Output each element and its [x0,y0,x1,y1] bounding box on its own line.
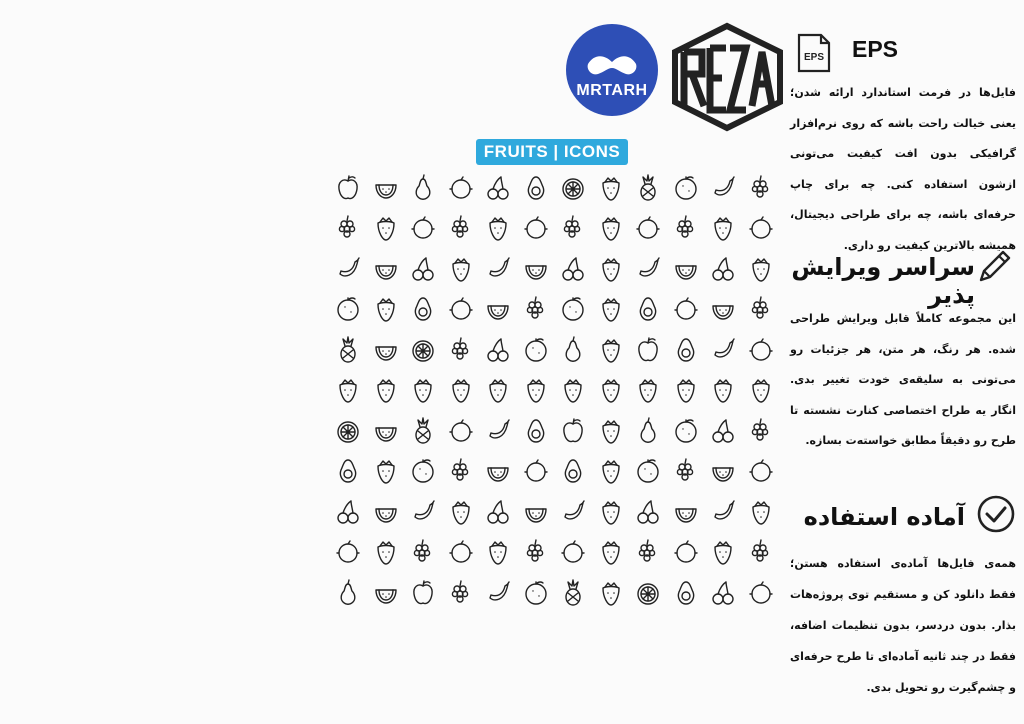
lemon-icon [748,456,774,486]
eps-file-icon [795,33,833,77]
strawberry-icon [448,375,474,405]
cherry-icon [710,254,736,284]
strawberry-icon [485,213,511,243]
pineapple-icon [560,578,586,608]
mrtarh-label: MRTARH [576,82,648,99]
strawberry-icon [523,375,549,405]
grape-icon [448,578,474,608]
citrus-icon [335,416,361,446]
avocado-icon [523,173,549,203]
orange-icon [335,294,361,324]
watermelon-icon [373,416,399,446]
strawberry-icon [373,213,399,243]
watermelon-icon [373,254,399,284]
watermelon-icon [710,456,736,486]
grape-icon [673,213,699,243]
eps-description: فایل‌ها در فرمت استاندارد ارائه شدن؛ یعنی خیالت راحت باشه که روی نرم‌افزار گرافیکی بدون افت کیفیت می‌تونی ازشون استفاده کنی. چه برای چاپ حرفه‌ای باشه، چه برای طراحی دیجیتال، همیشه بالاترین کیفیت رو داری. [790,86,1016,252]
lemon-icon [673,294,699,324]
lemon-icon [673,537,699,567]
strawberry-icon [673,375,699,405]
strawberry-icon [710,375,736,405]
eps-icon-label: EPS [803,52,825,63]
strawberry-icon [598,213,624,243]
banana-icon [710,497,736,527]
grape-icon [410,537,436,567]
pineapple-icon [635,173,661,203]
grape-icon [748,416,774,446]
strawberry-icon [598,173,624,203]
avocado-icon [523,416,549,446]
orange-icon [523,578,549,608]
eps-title: EPS [852,36,899,62]
grape-icon [560,213,586,243]
grape-icon [523,294,549,324]
pear-icon [560,335,586,365]
avocado-icon [635,294,661,324]
cherry-icon [560,254,586,284]
lemon-icon [748,213,774,243]
ready-description: همه‌ی فایل‌ها آماده‌ی استفاده هستن؛ فقط دانلود کن و مستقیم توی پروژه‌هات بذار. بدون دردسر، بدون تنظیمات اضافه، فقط در چند ثانیه آماده‌ای تا طرح حرفه‌ای و چشم‌گیرت رو تحویل بدی. [790,557,1016,694]
lemon-icon [448,173,474,203]
orange-icon [673,173,699,203]
watermelon-icon [523,497,549,527]
strawberry-icon [373,375,399,405]
citrus-icon [410,335,436,365]
orange-icon [560,294,586,324]
strawberry-icon [598,578,624,608]
apple-icon [335,173,361,203]
grape-icon [635,537,661,567]
banana-icon [485,578,511,608]
banana-icon [560,497,586,527]
apple-icon [635,335,661,365]
apple-icon [410,578,436,608]
banana-icon [410,497,436,527]
avocado-icon [410,294,436,324]
lemon-icon [410,213,436,243]
lemon-icon [635,213,661,243]
strawberry-icon [448,497,474,527]
watermelon-icon [485,456,511,486]
grape-icon [448,335,474,365]
pencil-icon [975,248,1013,290]
watermelon-icon [373,578,399,608]
strawberry-icon [598,375,624,405]
orange-icon [523,335,549,365]
strawberry-icon [598,416,624,446]
lemon-icon [748,335,774,365]
strawberry-icon [373,456,399,486]
strawberry-icon [748,375,774,405]
avocado-icon [335,456,361,486]
strawberry-icon [598,497,624,527]
editable-description: این مجموعه کاملاً قابل ویرایش طراحی شده. هر رنگ، هر متن، هر جزئیات رو می‌تونی به سلیقه‌ی خودت تغییر بدی. انگار یه طراح اختصاصی کنارت نشسته تا طرح رو دقیقاً مطابق خواسته‌ت بسازه. [790,312,1016,447]
cherry-icon [710,578,736,608]
cherry-icon [485,497,511,527]
fruits-icons-badge: FRUITS | ICONS [476,139,628,165]
orange-icon [673,416,699,446]
cherry-icon [710,416,736,446]
grape-icon [448,213,474,243]
banana-icon [710,173,736,203]
strawberry-icon [373,294,399,324]
banana-icon [485,416,511,446]
pineapple-icon [410,416,436,446]
watermelon-icon [673,254,699,284]
grape-icon [748,294,774,324]
lemon-icon [523,456,549,486]
grape-icon [523,537,549,567]
cherry-icon [485,173,511,203]
orange-icon [635,456,661,486]
citrus-icon [635,578,661,608]
strawberry-icon [635,375,661,405]
strawberry-icon [710,213,736,243]
strawberry-icon [598,335,624,365]
banana-icon [485,254,511,284]
grape-icon [748,537,774,567]
strawberry-icon [410,375,436,405]
strawberry-icon [598,294,624,324]
pineapple-icon [335,335,361,365]
grape-icon [335,213,361,243]
avocado-icon [673,578,699,608]
reza-logo [670,22,785,132]
strawberry-icon [748,254,774,284]
pear-icon [335,578,361,608]
citrus-icon [560,173,586,203]
strawberry-icon [485,537,511,567]
pear-icon [635,416,661,446]
banana-icon [335,254,361,284]
watermelon-icon [485,294,511,324]
banana-icon [635,254,661,284]
avocado-icon [560,456,586,486]
lemon-icon [560,537,586,567]
lemon-icon [748,578,774,608]
avocado-icon [673,335,699,365]
lemon-icon [448,537,474,567]
watermelon-icon [673,497,699,527]
mrtarh-logo [566,24,658,116]
check-circle-icon [976,494,1016,538]
ready-title: آماده استفاده [803,503,965,531]
cherry-icon [410,254,436,284]
cherry-icon [635,497,661,527]
strawberry-icon [748,497,774,527]
cherry-icon [485,335,511,365]
grape-icon [748,173,774,203]
grape-icon [673,456,699,486]
editable-title: سراسر ویرایش پذیر [791,253,975,309]
lemon-icon [523,213,549,243]
strawberry-icon [560,375,586,405]
apple-icon [560,416,586,446]
pear-icon [410,173,436,203]
orange-icon [410,456,436,486]
strawberry-icon [598,537,624,567]
lemon-icon [448,294,474,324]
watermelon-icon [373,497,399,527]
reza-monogram-icon [670,22,785,132]
strawberry-icon [598,456,624,486]
mustache-icon [566,24,658,116]
watermelon-icon [523,254,549,284]
watermelon-icon [710,294,736,324]
strawberry-icon [710,537,736,567]
lemon-icon [335,537,361,567]
watermelon-icon [373,335,399,365]
grape-icon [448,456,474,486]
strawberry-icon [598,254,624,284]
strawberry-icon [373,537,399,567]
lemon-icon [448,416,474,446]
cherry-icon [335,497,361,527]
strawberry-icon [335,375,361,405]
banana-icon [710,335,736,365]
fruit-icon-grid [330,170,780,615]
strawberry-icon [485,375,511,405]
watermelon-icon [373,173,399,203]
strawberry-icon [448,254,474,284]
